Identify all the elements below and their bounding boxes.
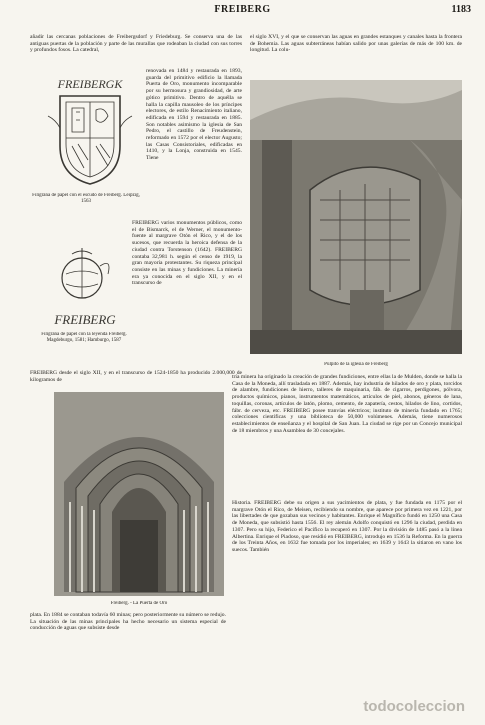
pulpit-photo [250, 80, 462, 354]
fig2-caption: Filigrana de papel con la leyenda Freiberg. Magdeburgo, 1581; Hamburgo, 1587 [41, 332, 127, 343]
golden-door-photo [54, 392, 224, 596]
filigree-shield-figure [38, 76, 142, 188]
watermark: todocoleccion [363, 698, 465, 715]
page-number: 1183 [451, 4, 471, 15]
col1-final-text: plata. En 1884 se contaban todavía 60 minas; pero posteriormente su número se redujo. La situación de las minas principales ha hecho necesario un sistema especial de conducción de aguas que subsiste desde [30, 612, 226, 632]
running-title: FREIBERG [214, 4, 271, 15]
col2-main-text: tría minera ha originado la creación de grandes fundiciones, entre ellas la de Mulden, donde se halla la Casa de la Moneda, allí trasladada en 1887. Además, hay industria de hilados de oro y plata, torcidos de alambre, fundiciones de hierro, talleres de maquinaria, fáb. de cigarros, perdigones, pólvora, productos químicos, pianos, instrumentos matemáticos, artículos de piel, abonos, géneros de lana, toquillas, coronas, artículos de latón, plomo, cemento, de zapatería, cestos, hilados de lino, cortidos, fábr. de cerveza, etc. FREIBERG posee tranvías eléctricos; instituto de minería fundado en 1765; colecciones científicas y una biblioteca de 50,000 volúmenes. Además, tiene numerosos establecimientos de enseñanza y el hospital de San Juan. La ciudad se rige por un Concejo municipal de 18 miembros y una Asamblea de 30 concejales. [232, 374, 462, 434]
fig2-label: FREIBERG [54, 312, 116, 327]
fig3-caption: Púlpito de la iglesia de Freiberg [324, 362, 388, 367]
col2-intro-text: el siglo XVI, y el que se conservan las aguas en grandes estanques y canales hasta la frontera de Bohemia. Las aguas subterráneas habían salido por unas galerías de más de 100 km. de longitud. La colu- [250, 34, 462, 54]
filigree-globe-figure [42, 244, 128, 330]
col2-history-text: Historia. FREIBERG debe su origen a sus yacimientos de plata, y fue fundada en 1175 por el margrave Otón el Rico, de Meisen, recibiendo su nombre, que aparece por primera vez en 1221, por las libertades de que gozaban sus vecinos y habitantes. Enrique el Magnífico fundó en 1250 una Casa de Moneda, que subsistió hasta 1556. El rey alemán Adolfo conquistó en 1296 la ciudad, perdida en 1307. Pero su hijo, Federico el Pacífico la recuperó en 1307. Por la división de 1485 pasó a la línea Albertina. Enrique el Piadoso, que residió en FREIBERG, introdujo en 1536 la Reforma. En la guerra de los Treinta Años, en 1632 fue tomada por los imperiales; en 1639 y 1643 la sitiaron en vano los suecos. También [232, 500, 462, 553]
col1-wrap2-text: FREIBERG varios monumentos públicos, como el de Bismarck, el de Werner, el monumento-fuente al margrave Otón el Rico, y el de los sucesos, que recuerda la heroica defensa de la ciudad contra Torstenson (1642). FREIBERG contaba 32,981 h. según el censo de 1919, la gran mayoría protestantes. Su riqueza principal consiste en las minas y fundiciones. La minería era ya conocida en el siglo XII, y en el transcurso de [132, 220, 242, 287]
col1-wrap-text: renovada en 1484 y restaurada en 1893, guarda del primitivo edificio la llamada Puerta de Oro, monumento incomparable por su hermosura y grandiosidad, de arte gótico primitivo. Dentro de aquélla se halla la capilla mausoleo de los príncipes electores, de estilo Renacimiento italiano, edificada en 1594 y restaurada en 1885. Son notables asimismo la iglesia de San Pedro, el castillo de Freudenstein, reformado en 1572 por el elector Augusto; las Casas Consistoriales, edificadas en 1410, y la Lonja, construida en 1545. Tiene [146, 68, 242, 162]
col1-intro-text: añadir las cercanas poblaciones de Freibergsdorf y Friedeburg. Se conserva una de las antiguas puertas de la población y parte de las murallas que rodeaban la ciudad con sus torres y profundos fosos. La catedral, [30, 34, 242, 54]
fig1-caption: Filigrana de papel con el escudo de Freiberg. Leipzig, 1563 [32, 193, 140, 204]
col1-bottom-text: FREIBERG desde el siglo XII, y en el transcurso de 1524-1850 ha producido 2.000,000 de kilogramos de [30, 370, 242, 383]
page-header [0, 4, 485, 18]
fig4-caption: Freiberg. - La Puerta de Oro [110, 601, 168, 606]
fig1-label: FREIBERGK [57, 77, 123, 91]
